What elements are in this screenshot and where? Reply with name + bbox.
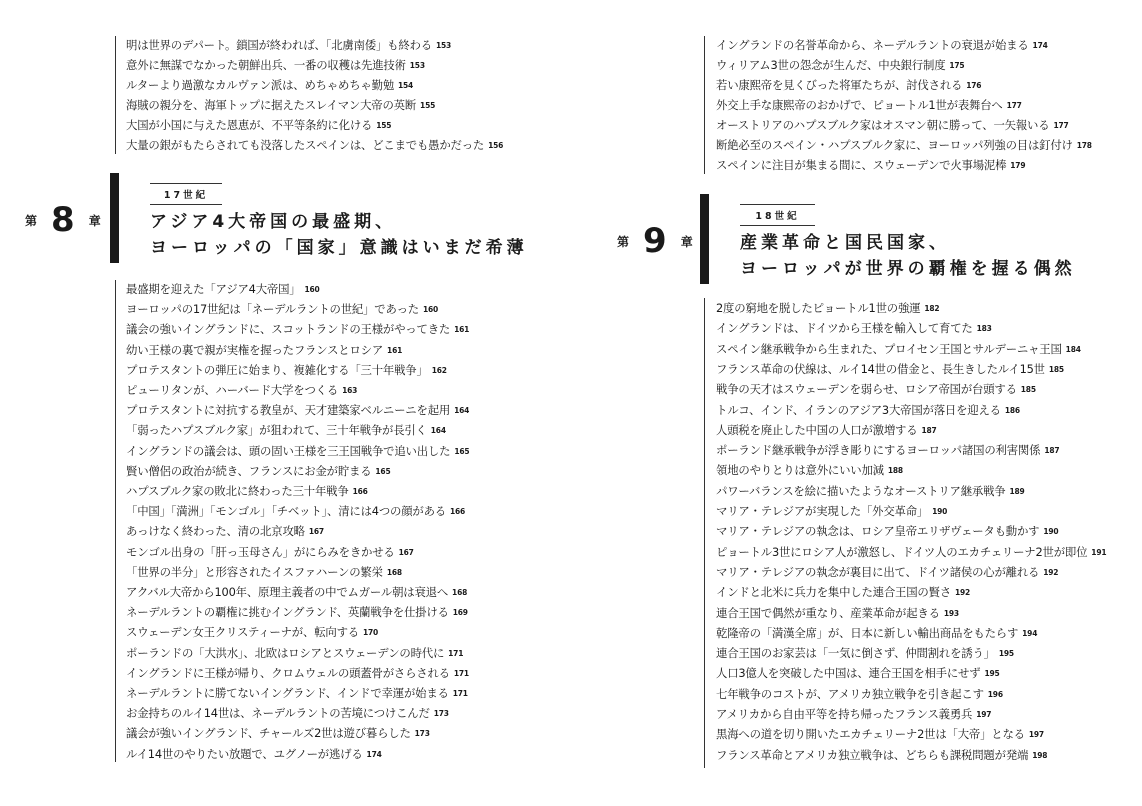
left-top-rule [115,36,116,154]
toc-entry-title: オーストリアのハプスブルク家はオスマン朝に勝って、一矢報いる [716,118,1050,132]
toc-entry [716,58,964,73]
toc-entry-title: 領地のやりとりは意外にいい加減 [716,463,884,478]
toc-entry [716,463,903,478]
toc-entry-title: イングランドに王様が帰り、クロムウェルの頭蓋骨がさらされる [126,665,450,680]
toc-entry [716,626,1037,641]
toc-entry-page: 170 [362,628,379,638]
toc-entry [126,343,402,358]
toc-entry [716,545,1106,560]
toc-entry-page: 175 [949,61,965,70]
toc-entry [716,666,1000,681]
toc-entry [126,686,468,701]
toc-entry-page: 160 [304,285,320,294]
toc-entry-page: 183 [976,324,992,334]
toc-entry-title: ウィリアム3世の怨念が生んだ、中央銀行制度 [716,58,946,72]
left-bottom-rule [115,280,116,762]
toc-entry-page: 197 [976,710,992,719]
toc-entry [716,403,1020,418]
toc-entry-page: 164 [430,426,446,436]
chapter9-title-line2: ヨーロッパが世界の覇権を握る偶然 [740,259,1076,279]
toc-entry [716,382,1036,397]
toc-entry-title: ネーデルラントの覇権に挑むイングランド、英蘭戦争を仕掛ける [126,605,449,620]
toc-entry-title: マリア・テレジアの執念は、ロシア皇帝エリザヴェータも動かす [716,524,1040,539]
toc-entry-page: 177 [1053,121,1069,130]
chapter9-sho: 章 [680,234,693,249]
toc-entry-title: ピョートル3世にロシア人が激怒し、ドイツ人のエカチェリーナ2世が即位 [716,544,1088,559]
toc-entry-page: 191 [1091,547,1107,557]
toc-entry-title: アメリカから自由平等を持ち帰ったフランス義勇兵 [716,707,973,721]
toc-entry-title: イングランドの議会は、頭の固い王様を三王国戦争で追い出した [126,443,451,458]
toc-entry-title: 戦争の天才はスウェーデンを弱らせ、ロシア帝国が台頭する [716,382,1017,397]
chapter8-title-line1: アジア4大帝国の最盛期、 [150,212,397,232]
toc-entry [126,363,447,378]
toc-entry-title: 賢い僧侶の政治が続き、フランスにお金が貯まる [126,463,372,478]
toc-entry-title: マリア・テレジアが実現した「外交革命」 [716,504,929,518]
toc-entry-page: 184 [1065,344,1081,354]
toc-entry-title: モンゴル出身の「肝っ玉母さん」がにらみをきかせる [126,544,395,559]
right-top-rule [704,36,705,174]
toc-entry [716,78,981,93]
toc-entry-page: 169 [452,608,468,618]
toc-entry-page: 178 [1076,141,1092,150]
toc-entry-title: フランス革命とアメリカ独立戦争は、どちらも課税問題が発端 [716,747,1029,762]
toc-entry-title: 連合王国のお家芸は「一気に倒さず、仲間割れを誘う」 [716,646,995,661]
toc-entry [716,504,947,519]
toc-entry-page: 198 [1032,750,1048,760]
toc-entry [126,444,469,459]
toc-entry-title: フランス革命の伏線は、ルイ14世の借金と、長生きしたルイ15世 [716,361,1045,376]
toc-entry-page: 173 [414,729,430,739]
chapter8-century: 17世紀 [150,183,222,205]
toc-entry-title: 人口3億人を突破した中国は、連合王国を相手にせず [716,666,981,681]
toc-entry-page: 185 [1020,385,1036,395]
toc-entry-page: 166 [352,487,368,496]
toc-entry-page: 188 [887,466,903,476]
toc-entry-page: 182 [924,304,940,313]
toc-entry [126,585,467,600]
toc-entry-title: 連合王国で偶然が重なり、産業革命が起きる [716,605,940,620]
toc-entry-page: 161 [387,345,403,355]
toc-entry [126,282,320,297]
toc-entry [716,118,1069,133]
toc-entry [126,383,357,398]
toc-entry-title: トルコ、インド、イランのアジア3大帝国が落日を迎える [716,402,1001,417]
toc-entry [716,707,991,722]
toc-entry-title: 人頭税を廃止した中国の人口が激増する [716,422,918,437]
toc-entry-page: 156 [488,141,504,150]
toc-entry-page: 195 [984,669,1000,679]
toc-entry [716,301,939,316]
toc-entry-title: パワーバランスを絵に描いたようなオーストリア継承戦争 [716,483,1006,498]
toc-entry [126,565,402,580]
toc-entry-page: 179 [1010,161,1026,170]
toc-entry-title: 2度の窮地を脱したピョートル1世の強運 [716,301,921,315]
toc-entry [716,565,1058,580]
toc-entry-title: 議会の強いイングランドに、スコットランドの王様がやってきた [126,322,451,337]
toc-entry-title: 最盛期を迎えた「アジア4大帝国」 [126,282,301,296]
toc-entry-title: 海賊の親分を、海軍トップに据えたスレイマン大帝の英断 [126,98,417,112]
toc-entry-title: イングランドは、ドイツから王様を輸入して育てた [716,321,973,336]
toc-entry-title: 「世界の半分」と形容されたイスファハーンの繁栄 [126,564,383,579]
toc-entry-title: 大量の銀がもたらされても没落したスペインは、どこまでも愚かだった [126,138,485,152]
toc-entry-page: 154 [398,81,414,90]
toc-entry [126,403,469,418]
toc-entry [716,606,959,621]
toc-entry-page: 171 [448,648,464,658]
toc-entry [126,464,390,479]
toc-entry-page: 185 [1048,364,1064,374]
toc-entry-title: プロテスタントの弾圧に始まり、複雑化する「三十年戦争」 [126,362,428,377]
toc-entry [126,484,368,499]
toc-entry [126,302,438,317]
toc-entry-title: 黒海への道を切り開いたエカチェリーナ2世は「大帝」となる [716,727,1025,742]
right-bottom-rule [704,298,705,768]
toc-entry-title: 明は世界のデパート。鎖国が終われば、「北虜南倭」も終わる [126,38,432,52]
chapter8-number: 8 [51,200,75,240]
toc-entry-page: 197 [1028,730,1044,740]
toc-entry-page: 171 [453,668,469,678]
toc-entry [126,38,451,53]
toc-entry-title: ピューリタンが、ハーバード大学をつくる [126,383,339,397]
toc-entry [126,524,324,539]
chapter8-title-line2: ヨーロッパの「国家」意識はいまだ希薄 [150,238,528,258]
toc-entry-title: 外交上手な康熙帝のおかげで、ピョートル1世が表舞台へ [716,98,1003,112]
toc-entry-title: 幼い王様の裏で親が実権を握ったフランスとロシア [126,342,384,357]
toc-entry-page: 164 [454,406,470,416]
toc-entry-title: インドと北米に兵力を集中した連合王国の賢さ [716,585,952,600]
toc-entry-title: あっけなく終わった、清の北京攻略 [126,524,305,539]
toc-entry [126,747,382,762]
toc-entry [126,423,446,438]
toc-entry [126,322,469,337]
chapter9-title-line1: 産業革命と国民国家、 [740,233,950,253]
chapter9-dai: 第 [617,234,630,249]
toc-entry-page: 174 [1032,41,1048,50]
toc-entry-page: 171 [452,689,468,698]
toc-entry-title: ハプスブルク家の敗北に終わった三十年戦争 [126,484,349,498]
toc-entry-page: 189 [1009,486,1025,496]
toc-entry [126,666,469,681]
toc-entry-title: 議会が強いイングランド、チャールズ2世は遊び暮らした [126,726,411,741]
toc-entry [126,98,435,113]
toc-entry-page: 167 [398,547,414,557]
toc-entry-title: ヨーロッパの17世紀は「ネーデルラントの世紀」であった [126,302,419,317]
toc-entry-title: お金持ちのルイ14世は、ネーデルラントの苦境につけこんだ [126,706,430,721]
toc-entry-title: 大国が小国に与えた恩恵が、不平等条約に化ける [126,118,373,132]
chapter9-bar [700,194,709,284]
toc-entry [126,605,468,620]
toc-entry-page: 161 [454,325,470,335]
toc-entry-page: 195 [998,649,1014,659]
toc-entry [716,342,1081,357]
toc-entry [126,706,449,721]
toc-entry-page: 167 [308,527,324,537]
toc-entry-title: ポーランドの「大洪水」、北欧はロシアとスウェーデンの時代に [126,645,445,660]
toc-entry-page: 160 [422,305,439,315]
chapter8-label [25,200,101,240]
toc-entry-title: ネーデルラントに勝てないイングランド、インドで幸運が始まる [126,686,449,700]
toc-entry [716,484,1025,499]
chapter8-sho: 章 [88,213,101,228]
toc-entry-page: 155 [420,101,436,110]
toc-entry-page: 190 [1043,527,1059,537]
toc-entry [126,504,465,519]
toc-entry [716,321,992,336]
toc-entry [716,585,970,600]
toc-entry-title: スペインに注目が集まる間に、スウェーデンで火事場泥棒 [716,158,1007,172]
chapter9-label [617,221,693,261]
toc-entry-title: ルイ14世のやりたい放題で、ユグノーが逃げる [126,746,363,761]
toc-entry-title: 「弱ったハプスブルク家」が狙われて、三十年戦争が長引く [126,423,427,438]
toc-entry-title: プロテスタントに対抗する教皇が、天才建築家ベルニーニを起用 [126,403,451,418]
toc-entry [126,726,430,741]
toc-entry-title: イングランドの名誉革命から、ネーデルラントの衰退が始まる [716,38,1029,52]
toc-entry [126,118,391,133]
toc-entry-page: 177 [1006,101,1022,110]
toc-entry-page: 166 [449,507,466,517]
toc-entry-title: 乾隆帝の「満漢全席」が、日本に新しい輸出商品をもたらす [716,625,1019,640]
toc-entry [126,78,413,93]
chapter9-century: 18世紀 [740,204,815,226]
toc-entry-page: 153 [435,41,451,50]
toc-entry-page: 176 [966,81,982,90]
toc-entry-page: 193 [943,608,959,618]
toc-entry [716,748,1047,763]
toc-entry-title: ルターより過激なカルヴァン派は、めちゃめちゃ勤勉 [126,78,395,92]
chapter8-dai: 第 [25,213,38,228]
toc-entry-title: マリア・テレジアの執念が裏目に出て、ドイツ諸侯の心が離れる [716,564,1040,579]
toc-entry-page: 196 [987,689,1003,699]
toc-entry-title: 若い康熙帝を見くびった将軍たちが、討伐される [716,78,963,92]
toc-entry [716,138,1092,153]
toc-entry-page: 187 [921,425,937,435]
toc-entry [716,158,1025,173]
toc-entry-page: 174 [366,749,382,759]
toc-entry [126,625,378,640]
toc-entry-page: 153 [409,61,425,70]
toc-entry [716,687,1003,702]
toc-entry [716,423,937,438]
toc-entry-title: ポーランド継承戦争が浮き彫りにするヨーロッパ諸国の利害関係 [716,443,1041,458]
toc-entry-page: 168 [386,567,402,577]
toc-entry-title: 七年戦争のコストが、アメリカ独立戦争を引き起こす [716,686,984,701]
toc-entry-title: 「中国」「満洲」「モンゴル」「チベット」、清には4つの顔がある [126,504,446,519]
toc-entry [126,646,463,661]
toc-entry-page: 165 [454,446,470,456]
toc-entry [126,138,503,153]
toc-entry [716,362,1064,377]
toc-entry-title: アクバル大帝から100年、原理主義者の中でムガール朝は衰退へ [126,585,449,599]
toc-entry-page: 192 [955,588,971,598]
toc-entry [126,545,414,560]
toc-entry [716,38,1048,53]
toc-entry-page: 168 [452,588,468,597]
chapter9-number: 9 [643,221,667,261]
toc-entry-page: 165 [375,466,391,476]
toc-entry-title: 意外に無謀でなかった朝鮮出兵、一番の収穫は先進技術 [126,58,406,72]
toc-entry-page: 187 [1044,446,1060,456]
toc-entry [716,98,1022,113]
toc-entry-page: 162 [431,365,447,375]
toc-entry-page: 173 [433,709,449,719]
toc-entry [716,443,1059,458]
toc-entry [716,646,1014,661]
toc-entry-title: 断絶必至のスペイン・ハプスブルク家に、ヨーロッパ列強の目は釘付け [716,138,1073,152]
toc-entry-title: スウェーデン女王クリスティーナが、転向する [126,625,359,640]
toc-entry-page: 186 [1004,405,1020,415]
toc-entry-page: 194 [1022,628,1038,638]
toc-entry-page: 163 [342,386,358,395]
toc-entry-title: スペイン継承戦争から生まれた、プロイセン王国とサルデーニャ王国 [716,341,1062,356]
toc-entry [716,727,1044,742]
toc-entry-page: 155 [376,121,392,130]
toc-entry-page: 192 [1043,567,1059,577]
toc-entry [126,58,425,73]
toc-entry [716,524,1058,539]
chapter8-bar [110,173,119,263]
toc-entry-page: 190 [932,507,948,516]
